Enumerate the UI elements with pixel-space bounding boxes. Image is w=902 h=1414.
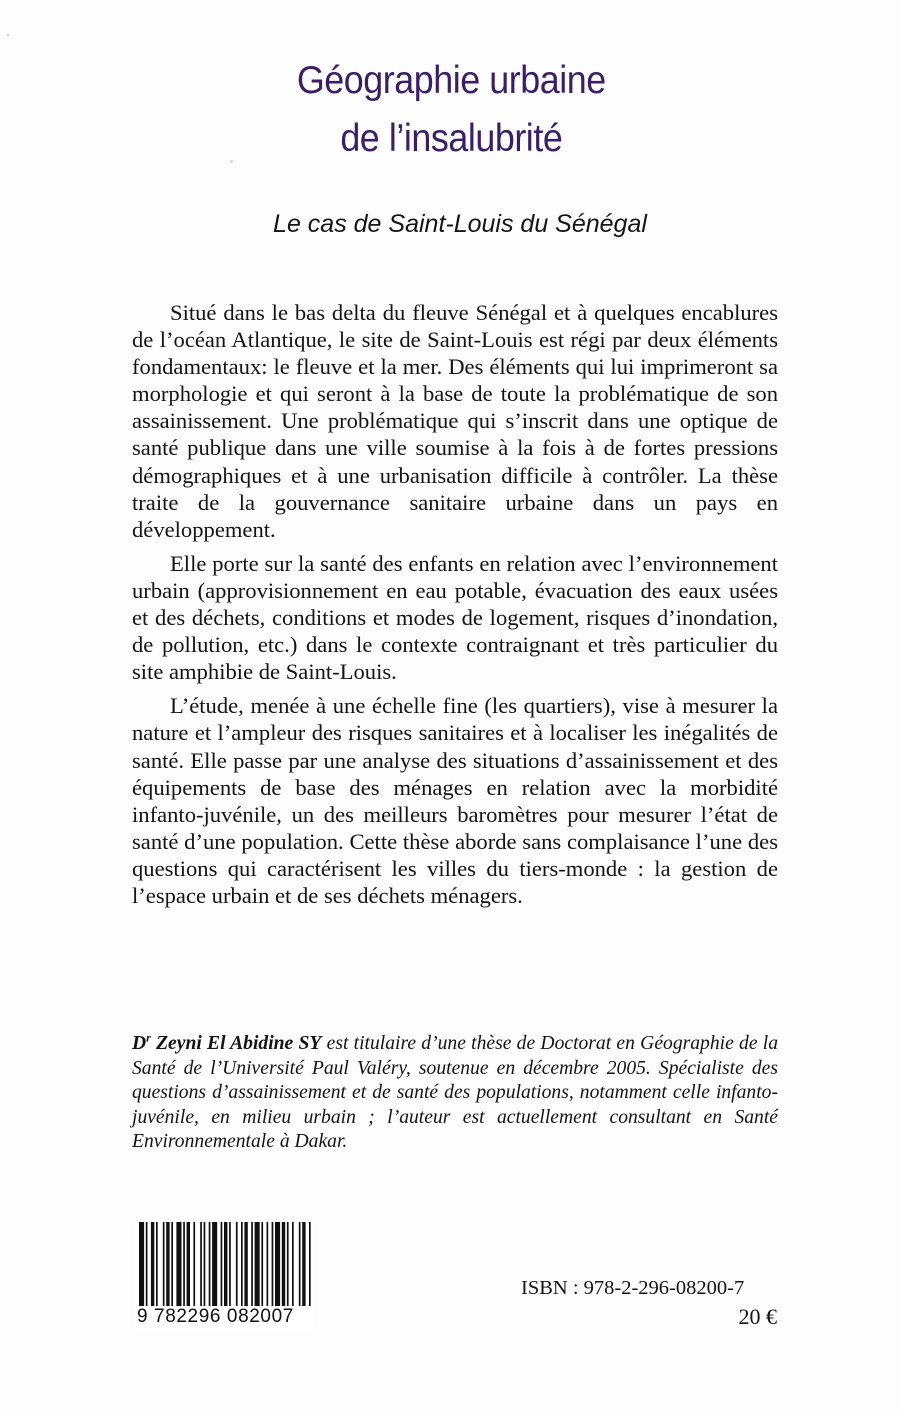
barcode-bar	[139, 1222, 144, 1308]
barcode-bar	[146, 1222, 148, 1308]
book-title	[36, 52, 866, 168]
barcode-bar	[209, 1222, 211, 1306]
barcode-bar	[166, 1222, 169, 1306]
barcode-bar	[224, 1222, 227, 1306]
blurb-paragraph-3: L’étude, menée à une échelle fine (les quartiers), vise à mesurer la nature et l’ampleur des risques sanitaires et à localiser les inégalités de santé. Elle passe par une analyse des situations d’assainissement et des équipements de base des ménages en relation avec la morbidité infanto-juvénile, un des meilleurs baromètres pour mesurer l’état de santé d’une population. Cette thèse aborde sans complaisance l’une des questions qui caractérisent les villes du tiers-monde : la gestion de l’espace urbain et de ses déchets ménagers.	[132, 693, 778, 908]
book-title-line-1: Géographie urbaine	[296, 59, 606, 102]
barcode-bar	[176, 1222, 181, 1306]
barcode-bar	[151, 1222, 154, 1306]
barcode-bar	[236, 1222, 238, 1306]
barcode-bar	[187, 1222, 190, 1306]
author-title-prefix: D	[132, 1033, 147, 1054]
barcode-bar	[275, 1222, 280, 1306]
book-subtitle: Le cas de Saint-Louis du Sénégal	[273, 210, 647, 238]
barcode-bar	[171, 1222, 173, 1306]
author-title-superscript: r	[146, 1030, 151, 1045]
barcode-bar	[251, 1222, 253, 1306]
barcode-bar	[261, 1222, 263, 1308]
barcode-bar	[241, 1222, 243, 1306]
barcode-bar	[255, 1222, 260, 1306]
blurb-paragraph-2: Elle porte sur la santé des enfants en relation avec l’environnement urbain (approvisionnement en eau potable, évacuation des eaux usées et des déchets, conditions et modes de logement, risques d’inondation, de pollution, etc.) dans le contexte contraignant et très particulier du site amphibie de Saint-Louis.	[132, 550, 778, 685]
barcode-bar	[212, 1222, 217, 1306]
book-title-line-2: de l’insalubrité	[340, 117, 563, 160]
barcode-bar	[244, 1222, 247, 1306]
blurb	[132, 299, 778, 916]
price: 20 €	[738, 1304, 777, 1329]
blurb-paragraph-1: Situé dans le bas delta du fleuve Sénégal et à quelques encablures de l’océan Atlantique, le site de Saint-Louis est régi par deux éléments fondamentaux: le fleuve et la mer. Des éléments qui lui imprimeront sa morphologie et qui seront à la base de toute la problématique de son assainissement. Une problématique qui s’inscrit dans une optique de santé publique dans une ville soumise à la fois à de fortes pressions démographiques et à une urbanisation difficile à contrôler. La thèse traite de la gouvernance sanitaire urbaine dans un pays en développement.	[132, 300, 778, 542]
barcode-digits: 9 782296 082007	[135, 1306, 315, 1328]
barcode-bar	[229, 1222, 231, 1306]
isbn: ISBN : 978-2-296-08200-7	[521, 1277, 745, 1299]
barcode-bar	[193, 1222, 195, 1306]
paper-speck	[6, 34, 10, 36]
barcode-bar	[267, 1222, 269, 1308]
barcode-bar	[299, 1222, 301, 1306]
author-bio	[132, 1032, 778, 1155]
barcode-bar	[287, 1222, 289, 1306]
barcode-bar	[272, 1222, 274, 1306]
barcode-bar	[282, 1222, 285, 1306]
barcode-bars	[133, 1222, 315, 1308]
barcode-bar	[302, 1222, 305, 1306]
author-bio-text: est titulaire d’une thèse de Doctorat en Géographie de la Santé de l’Université Paul Valéry, soutenue en décembre 2005. Spécialiste des questions d’assainissement et de santé des populations, notamment celle infanto-juvénile, en milieu urbain ; l’auteur est actuellement consultant en Santé Environnementale à Dakar.	[132, 1033, 779, 1153]
barcode-bar	[183, 1222, 185, 1306]
barcode-bar	[204, 1222, 206, 1306]
barcode-bar	[156, 1222, 158, 1306]
barcode-bar	[200, 1222, 202, 1306]
barcode-bar	[292, 1222, 294, 1306]
author-name: Zeyni El Abidine SY	[156, 1033, 322, 1054]
barcode-bar	[221, 1222, 223, 1306]
barcode-bar	[309, 1222, 311, 1306]
author-name-block	[132, 1030, 322, 1054]
barcode-bar	[163, 1222, 165, 1306]
